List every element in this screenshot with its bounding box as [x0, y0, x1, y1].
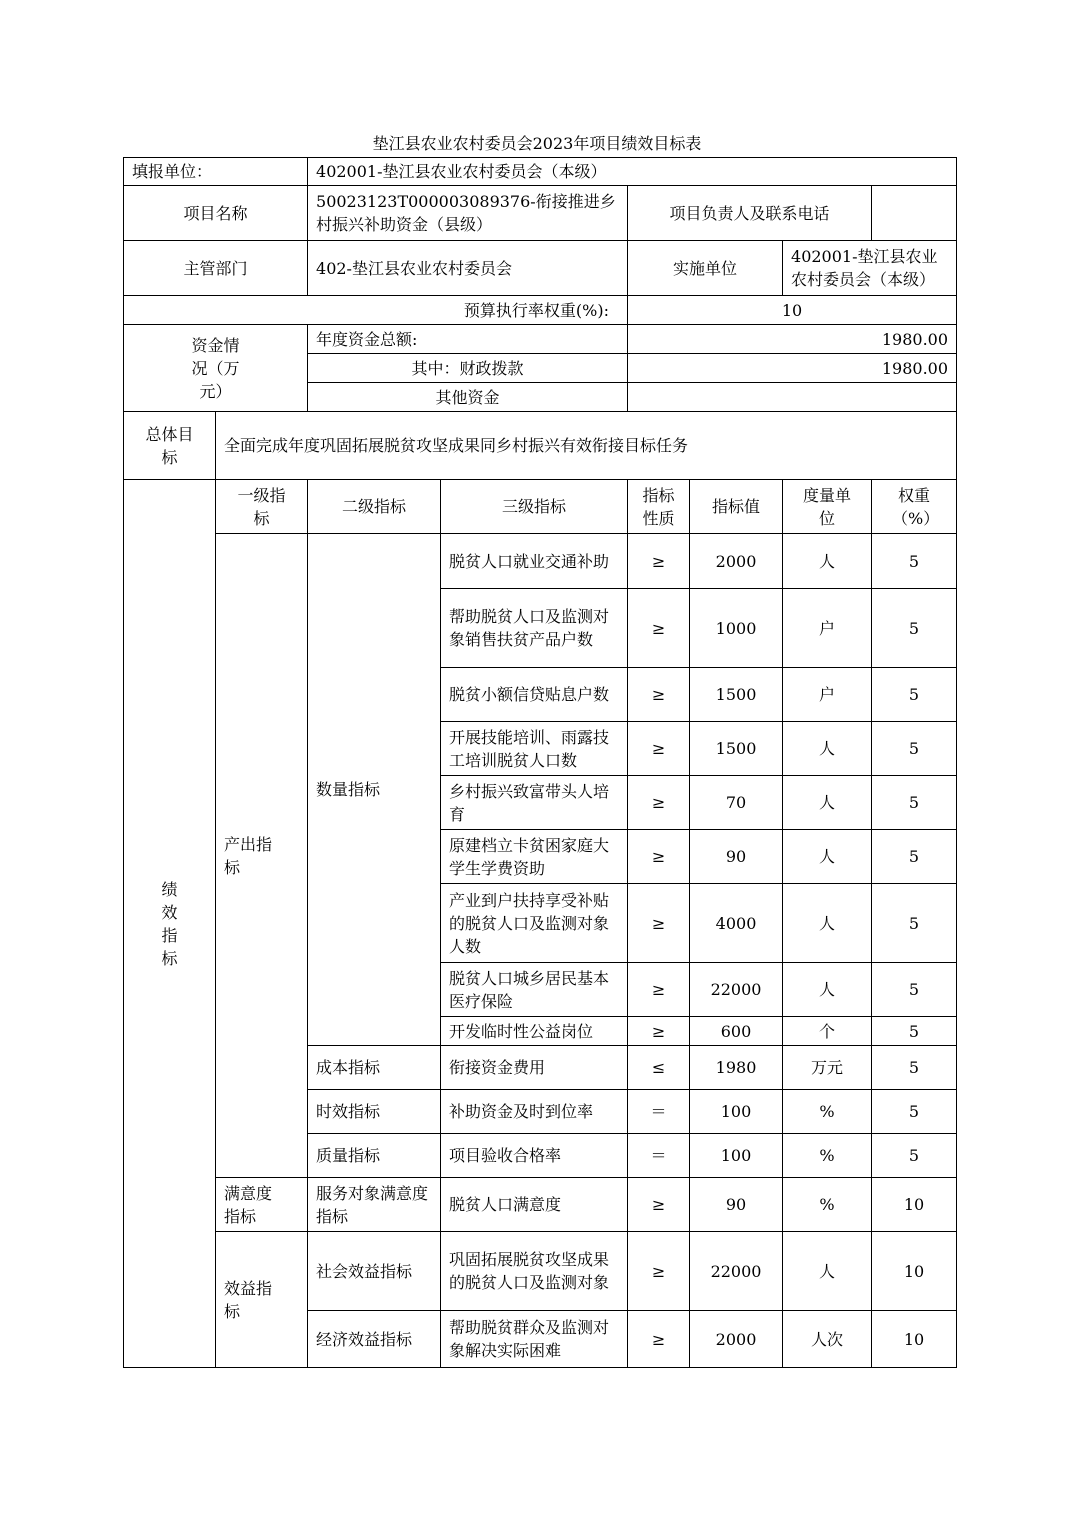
level2-quantity: 数量指标 — [308, 534, 441, 1046]
indicator-unit: 人 — [783, 722, 872, 776]
indicator-value: 100 — [690, 1134, 783, 1178]
indicator-name: 脱贫人口城乡居民基本医疗保险 — [441, 963, 628, 1017]
indicator-unit: 人 — [783, 776, 872, 830]
level1-output: 产出指标 — [216, 534, 308, 1178]
indicator-value: 1980 — [690, 1046, 783, 1090]
indicator-unit: 人 — [783, 830, 872, 884]
indicator-weight: 5 — [872, 1134, 957, 1178]
indicator-unit: 万元 — [783, 1046, 872, 1090]
budget-rate-label: 预算执行率权重(%): — [124, 296, 628, 325]
impl-value: 402001-垫江县农业农村委员会（本级） — [783, 241, 957, 296]
indicator-name: 原建档立卡贫困家庭大学生学费资助 — [441, 830, 628, 884]
indicator-weight: 5 — [872, 1017, 957, 1046]
project-name-label: 项目名称 — [124, 186, 308, 241]
col-header-level3: 三级指标 — [441, 480, 628, 534]
indicator-value: 1500 — [690, 668, 783, 722]
indicator-name: 开发临时性公益岗位 — [441, 1017, 628, 1046]
level2-cost: 成本指标 — [308, 1046, 441, 1090]
indicator-op: ≤ — [628, 1046, 690, 1090]
funds-other-label: 其他资金 — [308, 383, 628, 412]
indicator-weight: 5 — [872, 668, 957, 722]
indicator-value: 90 — [690, 1178, 783, 1232]
indicator-name: 脱贫人口满意度 — [441, 1178, 628, 1232]
indicator-name: 衔接资金费用 — [441, 1046, 628, 1090]
indicator-op: ≥ — [628, 1017, 690, 1046]
indicator-value: 600 — [690, 1017, 783, 1046]
indicators-section-label: 绩效指标 — [124, 480, 216, 1368]
indicator-value: 70 — [690, 776, 783, 830]
unit-value: 402001-垫江县农业农村委员会（本级） — [308, 158, 957, 186]
funds-fiscal-label: 其中：财政拨款 — [308, 354, 628, 383]
level2-quality: 质量指标 — [308, 1134, 441, 1178]
indicator-op: ≥ — [628, 1311, 690, 1368]
project-name-value: 50023123T000003089376-衔接推进乡村振兴补助资金（县级） — [308, 186, 628, 241]
contact-label: 项目负责人及联系电话 — [628, 186, 872, 241]
indicator-weight: 5 — [872, 884, 957, 963]
indicator-unit: 人 — [783, 884, 872, 963]
indicator-value: 22000 — [690, 963, 783, 1017]
indicator-op: ≥ — [628, 534, 690, 589]
impl-label: 实施单位 — [628, 241, 783, 296]
col-header-value: 指标值 — [690, 480, 783, 534]
funds-other-value — [628, 383, 957, 412]
col-header-level2: 二级指标 — [308, 480, 441, 534]
indicator-op: ≥ — [628, 722, 690, 776]
indicator-value: 90 — [690, 830, 783, 884]
indicator-name: 脱贫小额信贷贴息户数 — [441, 668, 628, 722]
indicator-name: 帮助脱贫人口及监测对象销售扶贫产品户数 — [441, 589, 628, 668]
indicator-value: 4000 — [690, 884, 783, 963]
page-title: 垫江县农业农村委员会2023年项目绩效目标表 — [372, 134, 702, 153]
indicator-name: 巩固拓展脱贫攻坚成果的脱贫人口及监测对象 — [441, 1232, 628, 1311]
indicator-unit: 人 — [783, 963, 872, 1017]
indicator-unit: 人次 — [783, 1311, 872, 1368]
indicator-op: ＝ — [628, 1090, 690, 1134]
indicator-value: 1000 — [690, 589, 783, 668]
indicator-weight: 10 — [872, 1232, 957, 1311]
indicator-op: ≥ — [628, 830, 690, 884]
indicator-unit: 个 — [783, 1017, 872, 1046]
level2-time: 时效指标 — [308, 1090, 441, 1134]
indicator-weight: 10 — [872, 1178, 957, 1232]
indicator-unit: 人 — [783, 534, 872, 589]
indicator-weight: 5 — [872, 1090, 957, 1134]
indicator-unit: % — [783, 1178, 872, 1232]
indicator-value: 2000 — [690, 534, 783, 589]
indicator-op: ≥ — [628, 589, 690, 668]
funds-fiscal-value: 1980.00 — [628, 354, 957, 383]
indicator-weight: 5 — [872, 1046, 957, 1090]
indicator-weight: 5 — [872, 776, 957, 830]
indicator-unit: % — [783, 1134, 872, 1178]
budget-rate-value: 10 — [628, 296, 957, 325]
level2-service: 服务对象满意度指标 — [308, 1178, 441, 1232]
dept-label: 主管部门 — [124, 241, 308, 296]
indicator-name: 项目验收合格率 — [441, 1134, 628, 1178]
indicator-weight: 10 — [872, 1311, 957, 1368]
dept-value: 402-垫江县农业农村委员会 — [308, 241, 628, 296]
col-header-nature: 指标性质 — [628, 480, 690, 534]
indicator-op: ≥ — [628, 963, 690, 1017]
indicator-value: 1500 — [690, 722, 783, 776]
indicator-op: ≥ — [628, 1178, 690, 1232]
indicator-weight: 5 — [872, 589, 957, 668]
indicator-unit: % — [783, 1090, 872, 1134]
indicator-value: 22000 — [690, 1232, 783, 1311]
indicator-weight: 5 — [872, 830, 957, 884]
indicator-unit: 户 — [783, 668, 872, 722]
indicator-name: 脱贫人口就业交通补助 — [441, 534, 628, 589]
col-header-level1: 一级指标 — [216, 480, 308, 534]
funds-total-value: 1980.00 — [628, 325, 957, 354]
level2-social: 社会效益指标 — [308, 1232, 441, 1311]
indicator-name: 补助资金及时到位率 — [441, 1090, 628, 1134]
indicator-value: 2000 — [690, 1311, 783, 1368]
indicator-op: ≥ — [628, 668, 690, 722]
indicator-name: 乡村振兴致富带头人培育 — [441, 776, 628, 830]
level1-satisfaction: 满意度指标 — [216, 1178, 308, 1232]
performance-goal-table — [123, 157, 957, 1368]
col-header-weight: 权重（%） — [872, 480, 957, 534]
funds-total-label: 年度资金总额: — [308, 325, 628, 354]
indicator-value: 100 — [690, 1090, 783, 1134]
contact-value — [872, 186, 957, 241]
indicator-weight: 5 — [872, 963, 957, 1017]
unit-label: 填报单位： — [124, 158, 308, 186]
indicator-weight: 5 — [872, 534, 957, 589]
indicator-unit: 人 — [783, 1232, 872, 1311]
indicator-name: 产业到户扶持享受补贴的脱贫人口及监测对象人数 — [441, 884, 628, 963]
goal-label: 总体目标 — [124, 412, 216, 480]
level1-benefit: 效益指标 — [216, 1232, 308, 1368]
indicator-op: ≥ — [628, 776, 690, 830]
funds-label: 资金情况（万元） — [124, 325, 308, 412]
indicator-weight: 5 — [872, 722, 957, 776]
indicator-op: ≥ — [628, 1232, 690, 1311]
indicator-name: 帮助脱贫群众及监测对象解决实际困难 — [441, 1311, 628, 1368]
goal-value: 全面完成年度巩固拓展脱贫攻坚成果同乡村振兴有效衔接目标任务 — [216, 412, 957, 480]
col-header-unit: 度量单位 — [783, 480, 872, 534]
indicator-name: 开展技能培训、雨露技工培训脱贫人口数 — [441, 722, 628, 776]
level2-economic: 经济效益指标 — [308, 1311, 441, 1368]
indicator-unit: 户 — [783, 589, 872, 668]
indicator-op: ≥ — [628, 884, 690, 963]
indicator-op: ＝ — [628, 1134, 690, 1178]
